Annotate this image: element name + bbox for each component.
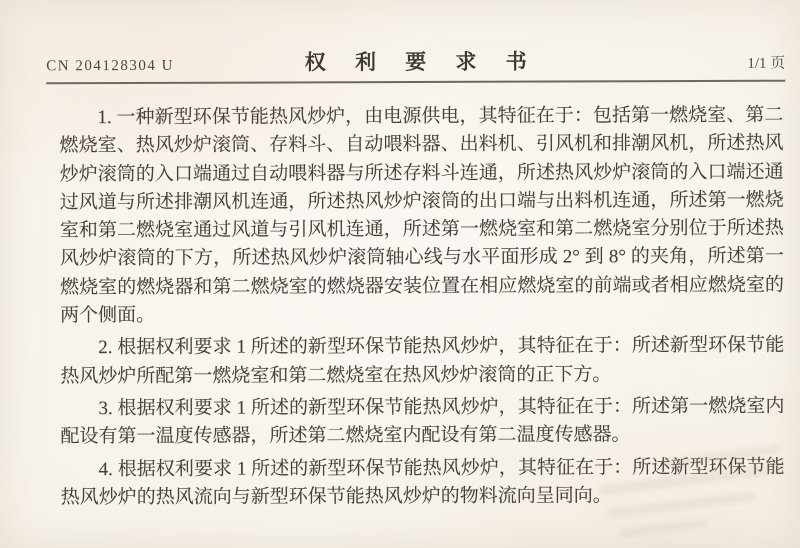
page-number-indicator: 1/1 页 bbox=[747, 55, 786, 72]
document-title: 权 利 要 求 书 bbox=[304, 49, 539, 75]
publication-number: CN 204128304 U bbox=[46, 57, 174, 75]
claim-paragraph-1: 1. 一种新型环保节能热风炒炉，由电源供电，其特征在于：包括第一燃烧室、第二燃烧室、热风炒炉滚筒、存料斗、自动喂料器、出料机、引风机和排潮风机，所述热风炒炉滚筒的入口端通过自动喂料器与所述存料斗连通，所述热风炒炉滚筒的入口端还通过风道与所述排潮风机连通，所述热风炒炉滚筒的出口端与出料机连通，所述第一燃烧室和第二燃烧室通过风道与引风机连通，所述第一燃烧室和第二燃烧室分别位于所述热风炒炉滚筒的下方，所述热风炒炉滚筒轴心线与水平面形成 2° 到 8° 的夹角，所述第一燃烧室的燃烧器和第二燃烧室的燃烧器安装位置在相应燃烧室的前端或者相应燃烧室的两个侧面。 bbox=[59, 104, 785, 327]
document-sheet bbox=[46, 45, 787, 517]
header-divider-rule bbox=[46, 80, 785, 85]
bleed-through-artifact bbox=[618, 519, 708, 538]
claim-paragraph-3: 3. 根据权利要求 1 所述的新型环保节能热风炒炉，其特征在于：所述第一燃烧室内配设有第一温度传感器，所述第二燃烧室内配设有第二温度传感器。 bbox=[60, 395, 785, 448]
claim-paragraph-4: 4. 根据权利要求 1 所述的新型环保节能热风炒炉，其特征在于：所述新型环保节能热风炒炉的热风流向与新型环保节能热风炒炉的物料流向呈同向。 bbox=[60, 456, 785, 509]
claim-paragraph-2: 2. 根据权利要求 1 所述的新型环保节能热风炒炉，其特征在于：所述新型环保节能热风炒炉所配第一燃烧室和第二燃烧室在热风炒炉滚筒的正下方。 bbox=[60, 335, 785, 387]
document-header bbox=[46, 45, 785, 78]
claims-section bbox=[46, 102, 786, 513]
